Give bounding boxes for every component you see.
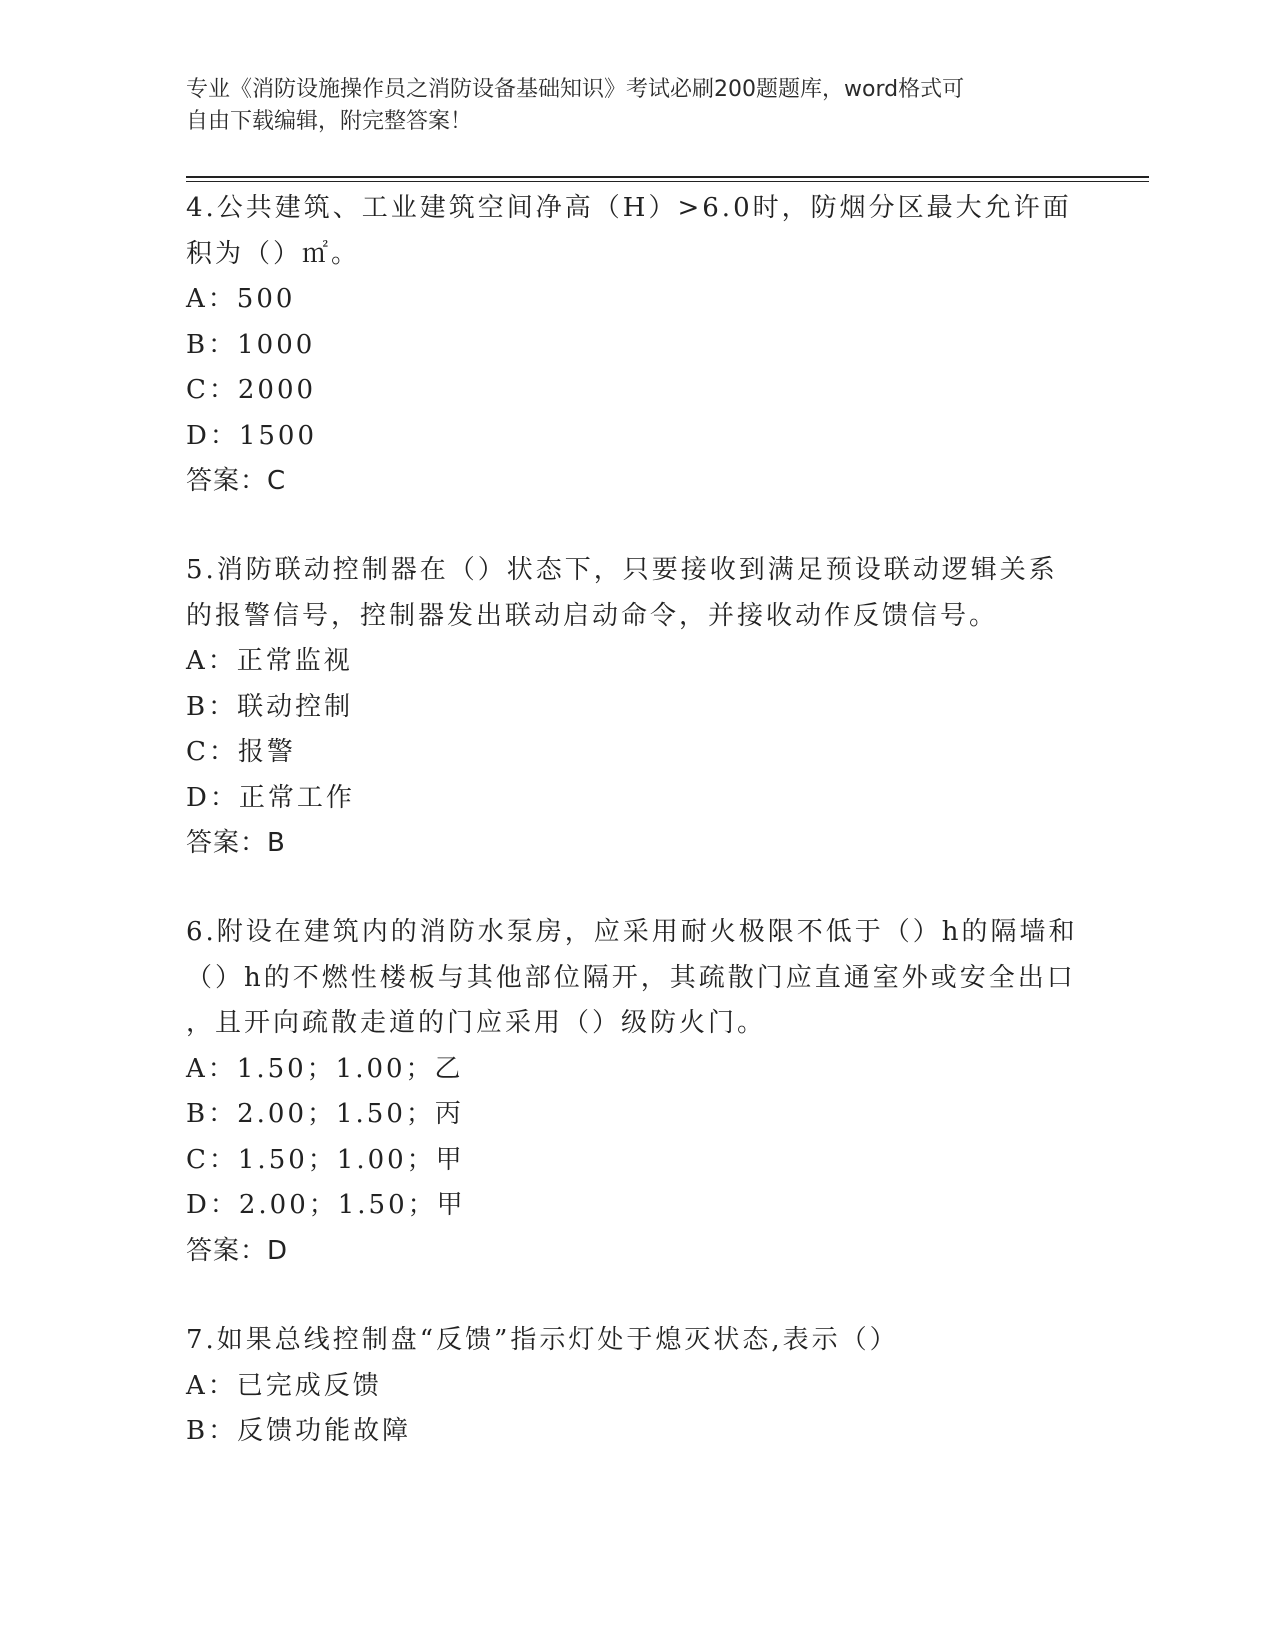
option-d: D：1500 — [186, 420, 318, 451]
option-d: D：正常工作 — [186, 782, 355, 813]
question-stem-line: 4.公共建筑、工业建筑空间净高（H）>6.0时，防烟分区最大允许面 — [186, 193, 1072, 223]
question-stem-line: 6.附设在建筑内的消防水泵房，应采用耐火极限不低于（）h的隔墙和 — [186, 917, 1078, 947]
question-4 — [186, 186, 1086, 505]
header-line-2: 自由下载编辑，附完整答案！ — [186, 109, 473, 134]
question-stem-line: （）h的不燃性楼板与其他部位隔开，其疏散门应直通室外或安全出口 — [186, 962, 1076, 993]
option-b: B：联动控制 — [186, 691, 354, 722]
question-stem-line: 5.消防联动控制器在（）状态下，只要接收到满足预设联动逻辑关系 — [186, 555, 1058, 585]
option-a: A：500 — [186, 284, 296, 314]
header-line-1: 专业《消防设施操作员之消防设备基础知识》考试必刷200题题库，word格式可 — [186, 77, 965, 102]
document-header — [186, 74, 1066, 138]
question-stem-line: 7.如果总线控制盘“反馈”指示灯处于熄灭状态,表示（） — [186, 1325, 899, 1355]
question-5 — [186, 548, 1086, 867]
option-a: A：已完成反馈 — [186, 1370, 382, 1401]
header-divider-thick — [186, 176, 1149, 178]
question-stem-line: ，且开向疏散走道的门应采用（）级防火门。 — [186, 1008, 767, 1038]
answer: 答案：D — [186, 1235, 289, 1266]
question-6 — [186, 910, 1086, 1274]
option-b: B：2.00；1.50；丙 — [186, 1099, 464, 1129]
answer: 答案：B — [186, 828, 286, 858]
option-c: C：报警 — [186, 737, 296, 767]
option-a: A：1.50；1.00；乙 — [186, 1053, 464, 1084]
option-b: B：反馈功能故障 — [186, 1416, 412, 1446]
question-7 — [186, 1318, 1086, 1455]
option-d: D：2.00；1.50；甲 — [186, 1190, 466, 1220]
option-b: B：1000 — [186, 329, 316, 360]
question-stem-line: 积为（）㎡。 — [186, 238, 361, 269]
option-c: C：2000 — [186, 375, 317, 405]
question-stem-line: 的报警信号，控制器发出联动启动命令，并接收动作反馈信号。 — [186, 600, 999, 631]
answer: 答案：C — [186, 466, 287, 496]
option-c: C：1.50；1.00；甲 — [186, 1144, 465, 1175]
option-a: A：正常监视 — [186, 646, 353, 676]
header-divider-thin — [186, 181, 1149, 182]
